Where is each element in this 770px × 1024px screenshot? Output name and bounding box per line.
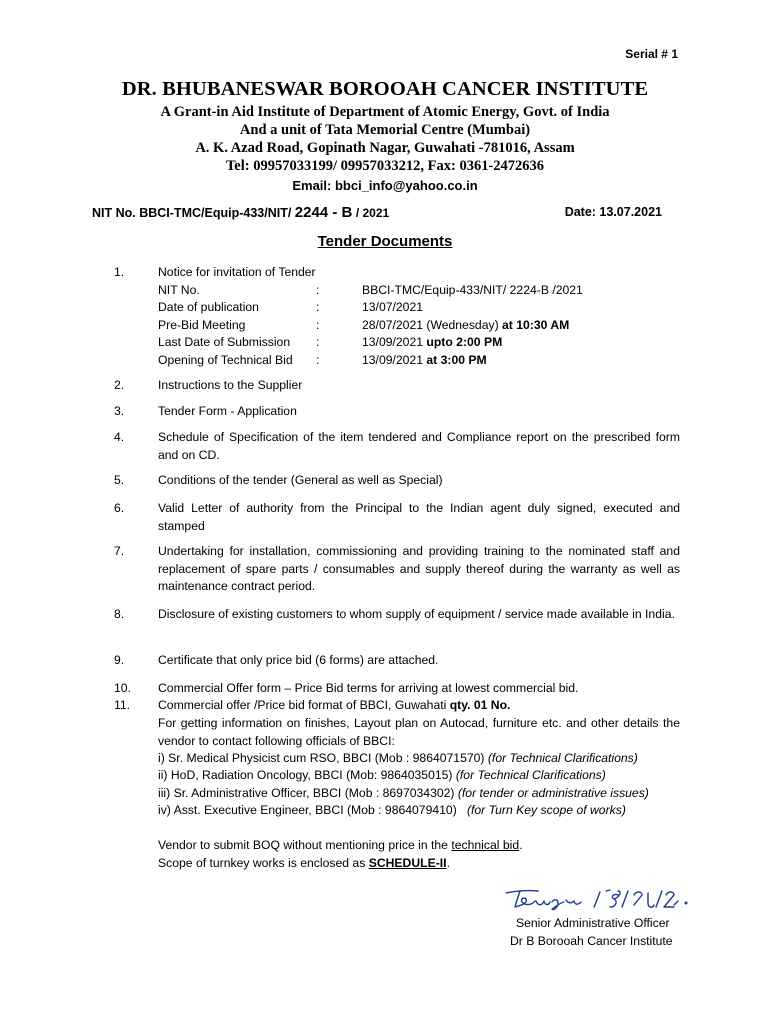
signature-scribble [502,885,692,913]
notice-colon: : [316,353,320,367]
handwritten-signature [502,885,692,918]
subtitle-line-1: A Grant-in Aid Institute of Department of Atomic Energy, Govt. of India [160,104,610,120]
signatory-organization: Dr B Borooah Cancer Institute [510,934,673,948]
item-number: 2. [114,378,125,392]
notice-value: 28/07/2021 (Wednesday) at 10:30 AM [362,318,570,332]
notice-value: BBCI-TMC/Equip-433/NIT/ 2224-B /2021 [362,283,583,297]
section-heading: Tender Documents [317,233,453,250]
boq-note: Vendor to submit BOQ without mentioning price in the technical bid. [158,838,523,852]
item-text: Commercial Offer form – Price Bid terms for arriving at lowest commercial bid. [158,681,579,695]
notice-label: NIT No. [158,283,200,297]
notice-value: 13/07/2021 [362,300,423,314]
item-text: Instructions to the Supplier [158,378,303,392]
contact-line: iii) Sr. Administrative Officer, BBCI (Mob : 8697034302) (for tender or administrative issues) [158,786,649,800]
item-number: 7. [114,544,125,558]
item-number: 11. [114,698,131,712]
notice-colon: : [316,283,320,297]
item-text: Tender Form - Application [158,404,297,418]
notice-title: Notice for invitation of Tender [158,265,316,279]
notice-colon: : [316,300,320,314]
item-number: 5. [114,473,125,487]
notice-label: Last Date of Submission [158,335,291,349]
email-line: Email: bbci_info@yahoo.co.in [292,178,478,193]
notice-colon: : [316,335,320,349]
institute-title: DR. BHUBANESWAR BOROOAH CANCER INSTITUTE [121,78,649,100]
item-text: Undertaking for installation, commissioning and providing training to the nominated staff and replacement of spare parts / consumables and supply thereof during the warranty as well as maintenance contract period. [158,544,680,593]
nit-date: Date: 13.07.2021 [564,205,662,219]
item-text: Disclosure of existing customers to whom supply of equipment / service made available in India. [158,607,675,621]
item-number: 8. [114,607,125,621]
address-line: A. K. Azad Road, Gopinath Nagar, Guwahati -781016, Assam [195,140,575,156]
item-number: 6. [114,501,125,515]
nit-prefix: NIT No. BBCI-TMC/Equip-433/NIT/ [92,206,292,220]
item-number: 4. [114,430,125,444]
signatory-title: Senior Administrative Officer [516,916,670,930]
notice-label: Date of publication [158,300,259,314]
notice-value: 13/09/2021 upto 2:00 PM [362,335,503,349]
notice-value: 13/09/2021 at 3:00 PM [362,353,487,367]
item-text: Conditions of the tender (General as well as Special) [158,473,443,487]
nit-suffix: / 2021 [355,206,390,220]
item-number: 3. [114,404,125,418]
item-text: Certificate that only price bid (6 forms) are attached. [158,653,439,667]
subtitle-line-2: And a unit of Tata Memorial Centre (Mumbai) [239,122,531,138]
notice-colon: : [316,318,320,332]
item-text: Valid Letter of authority from the Principal to the Indian agent duly signed, executed and stamped [158,501,680,533]
notice-label: Pre-Bid Meeting [158,318,246,332]
notice-label: Opening of Technical Bid [158,353,293,367]
item-text: Commercial offer /Price bid format of BBCI, Guwahati qty. 01 No. [158,698,511,712]
serial-number: Serial # 1 [625,47,678,61]
item-number: 9. [114,653,125,667]
nit-code: 2244 - B [294,204,353,221]
phone-line: Tel: 09957033199/ 09957033212, Fax: 0361-2472636 [225,158,545,174]
item-number: 1. [114,265,125,279]
contact-line: i) Sr. Medical Physicist cum RSO, BBCI (Mob : 9864071570) (for Technical Clarifications) [158,751,638,765]
contact-line: ii) HoD, Radiation Oncology, BBCI (Mob: 9864035015) (for Technical Clarifications) [158,768,606,782]
item-number: 10. [114,681,131,695]
nit-number [92,204,389,221]
contact-instructions: For getting information on finishes, Layout plan on Autocad, furniture etc. and other details the vendor to contact following officials of BBCI: [158,716,680,748]
scope-note: Scope of turnkey works is enclosed as SCHEDULE-II. [158,856,450,870]
contact-line: iv) Asst. Executive Engineer, BBCI (Mob : 9864079410) (for Turn Key scope of works) [158,803,626,817]
item-text: Schedule of Specification of the item tendered and Compliance report on the prescribed form and on CD. [158,430,680,462]
